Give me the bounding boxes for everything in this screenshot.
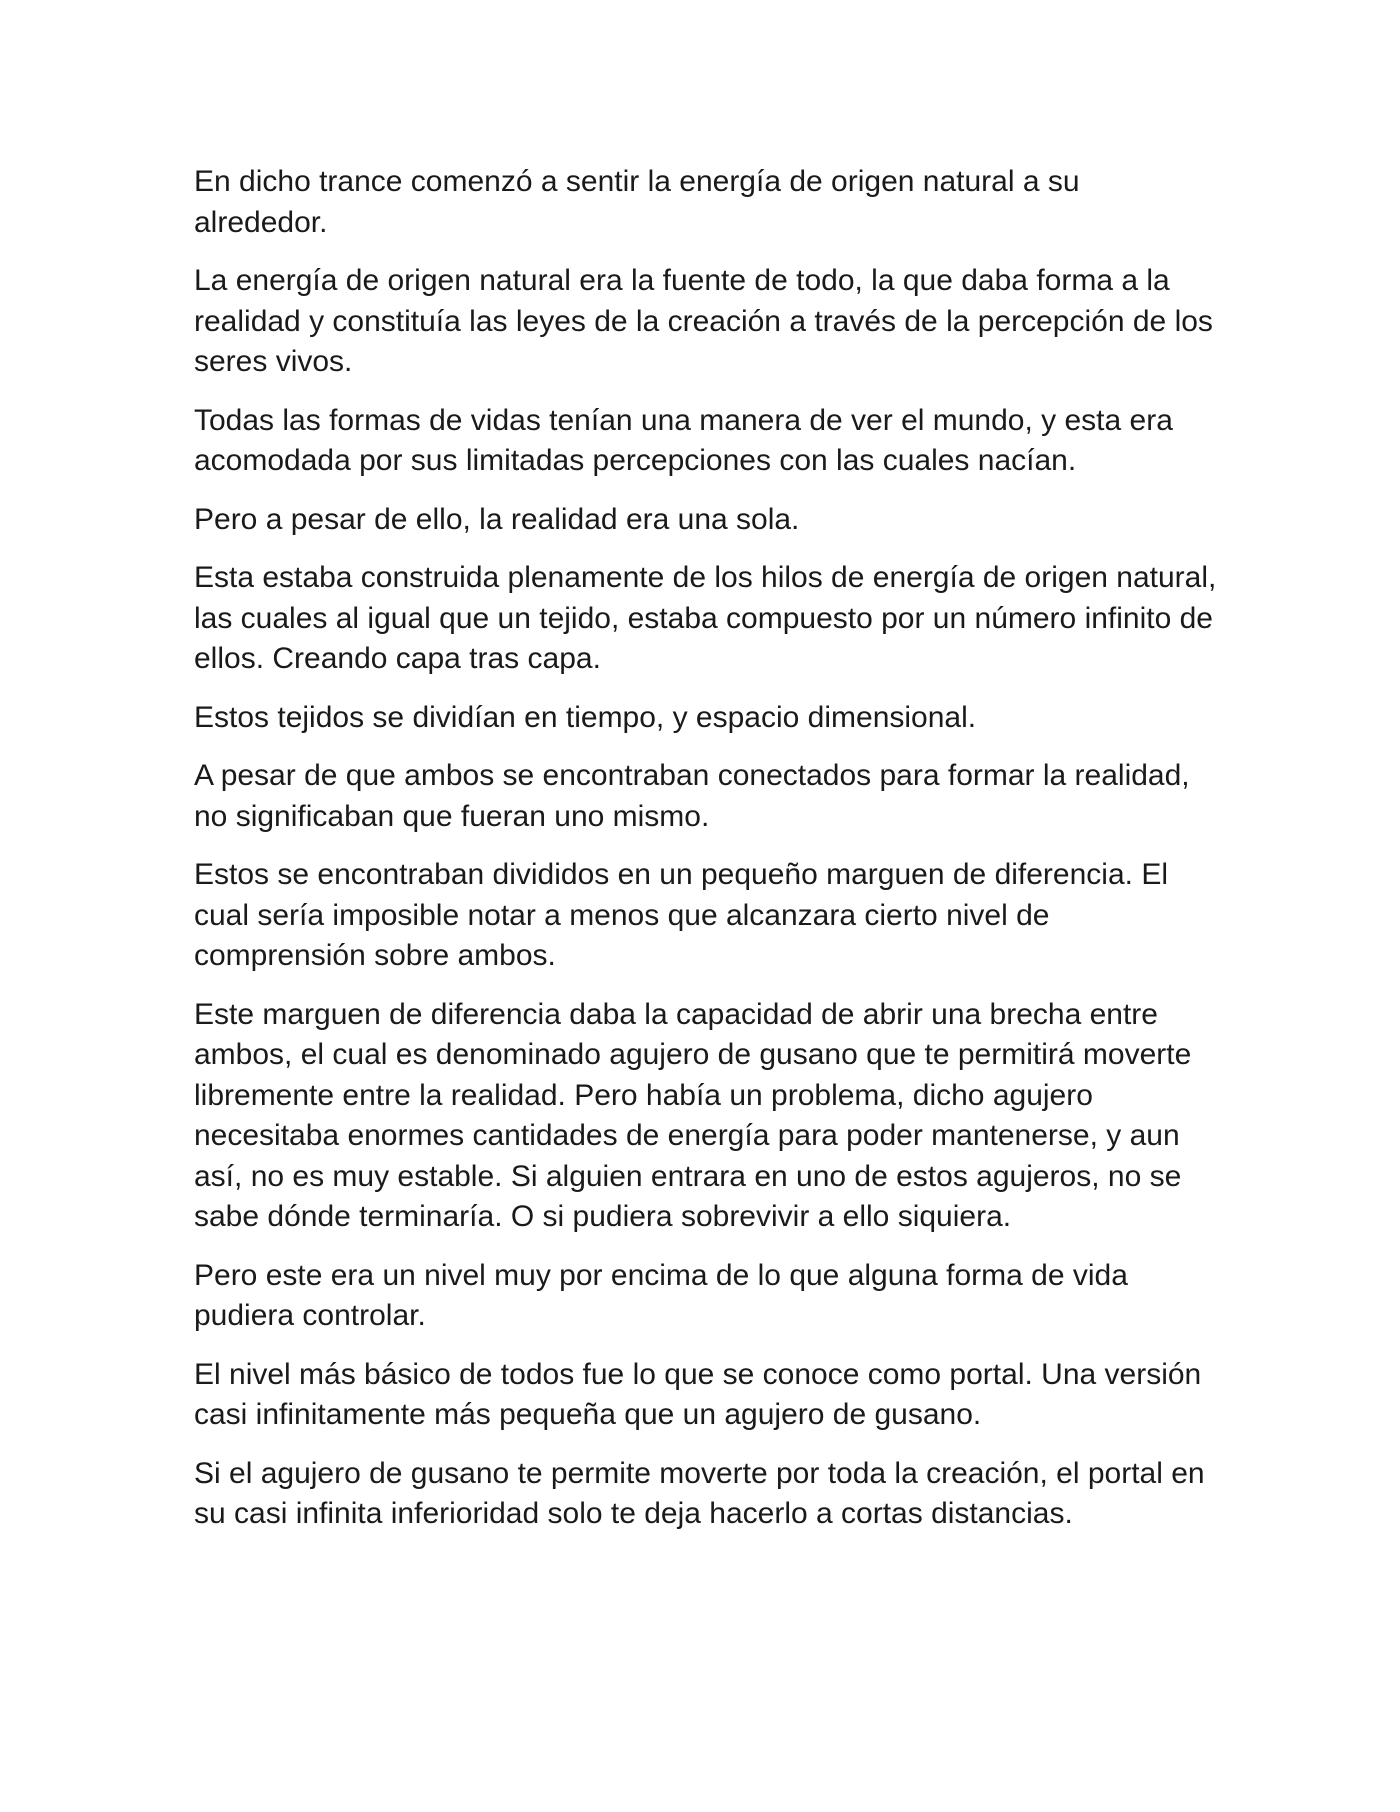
paragraph-2: La energía de origen natural era la fuente de todo, la que daba forma a la realidad y constituía las leyes de la creación a través de la percepción de los seres vivos.: [194, 264, 1213, 378]
paragraph-9: Este marguen de diferencia daba la capacidad de abrir una brecha entre ambos, el cual es denominado agujero de gusano que te permitirá moverte libremente entre la realidad. Pero había un problema, dicho agujero necesitaba enormes cantidades de energía para poder mantenerse, y aun así, no es muy estable. Si alguien entrara en uno de estos agujeros, no se sabe dónde terminaría. O si pudiera sobrevivir a ello siquiera.: [194, 997, 1192, 1233]
paragraph-7: A pesar de que ambos se encontraban conectados para formar la realidad, no significaban que fueran uno mismo.: [194, 759, 1190, 833]
paragraph-10: Pero este era un nivel muy por encima de lo que alguna forma de vida pudiera controlar.: [194, 1258, 1128, 1332]
paragraph-6: Estos tejidos se dividían en tiempo, y espacio dimensional.: [194, 700, 977, 734]
paragraph-12: Si el agujero de gusano te permite moverte por toda la creación, el portal en su casi infinita inferioridad solo te deja hacerlo a cortas distancias.: [194, 1456, 1205, 1530]
paragraph-8: Estos se encontraban divididos en un pequeño marguen de diferencia. El cual sería imposible notar a menos que alcanzara cierto nivel de comprensión sobre ambos.: [194, 858, 1168, 972]
paragraph-3: Todas las formas de vidas tenían una manera de ver el mundo, y esta era acomodada por sus limitadas percepciones con las cuales nacían.: [194, 403, 1173, 477]
paragraph-5: Esta estaba construida plenamente de los hilos de energía de origen natural, las cuales al igual que un tejido, estaba compuesto por un número infinito de ellos. Creando capa tras capa.: [194, 561, 1217, 675]
paragraph-4: Pero a pesar de ello, la realidad era una sola.: [194, 502, 800, 536]
paragraph-1: En dicho trance comenzó a sentir la energía de origen natural a su alrededor.: [194, 165, 1080, 239]
paragraph-11: El nivel más básico de todos fue lo que se conoce como portal. Una versión casi infinitamente más pequeña que un agujero de gusano.: [194, 1357, 1202, 1431]
